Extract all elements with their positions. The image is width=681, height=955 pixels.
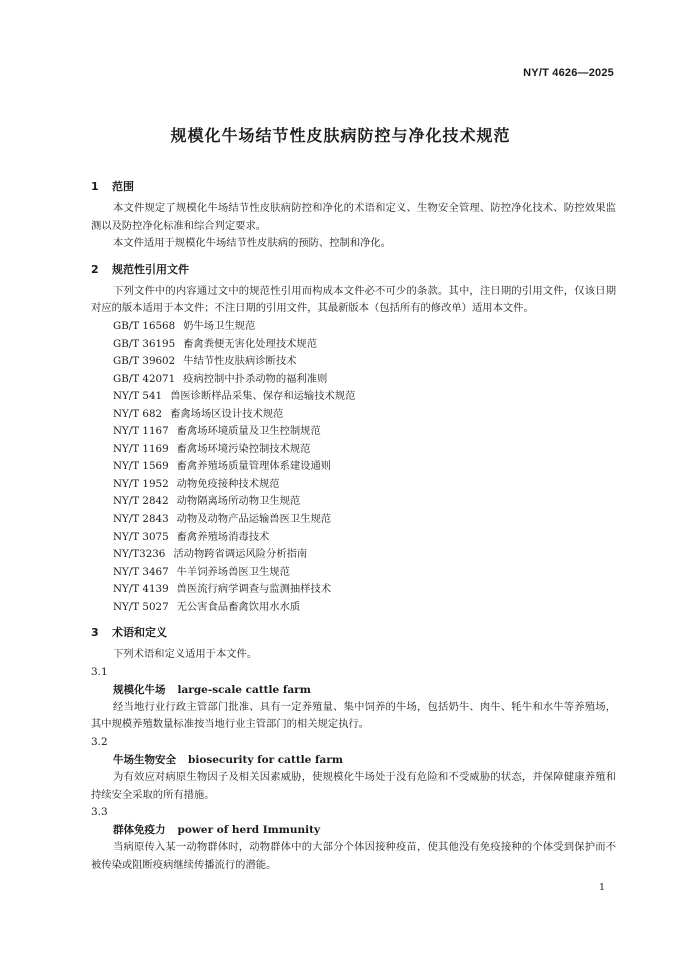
reference-item bbox=[91, 423, 616, 441]
reference-title: 畜禽场场区设计技术规范 bbox=[170, 407, 284, 420]
reference-list bbox=[91, 318, 616, 616]
reference-item bbox=[91, 564, 616, 582]
reference-item bbox=[91, 318, 616, 336]
scope-paragraph-2: 本文件适用于规模化牛场结节性皮肤病的预防、控制和净化。 bbox=[113, 237, 392, 250]
reference-code: NY/T 3467 bbox=[113, 565, 169, 578]
reference-item bbox=[91, 441, 616, 459]
section-3-heading bbox=[91, 624, 616, 642]
term-definition: 当病原传入某一动物群体时，动物群体中的大部分个体因接种疫苗，使其他没有免疫接种的个体受到保护而不被传染或阻断疫病继续传播流行的潜能。 bbox=[91, 841, 616, 871]
section-1-heading bbox=[91, 178, 616, 196]
reference-title: 牛羊饲养场兽医卫生规范 bbox=[176, 565, 290, 578]
reference-title: 兽医诊断样品采集、保存和运输技术规范 bbox=[170, 390, 356, 403]
reference-title: 活动物跨省调运风险分析指南 bbox=[173, 548, 308, 561]
reference-code: NY/T 2842 bbox=[113, 495, 169, 508]
reference-title: 畜禽粪便无害化处理技术规范 bbox=[183, 337, 318, 350]
term-heading bbox=[91, 821, 616, 839]
reference-item bbox=[91, 493, 616, 511]
term-english: biosecurity for cattle farm bbox=[188, 754, 343, 767]
section-1-title: 范围 bbox=[112, 180, 134, 193]
reference-code: NY/T 1569 bbox=[113, 460, 169, 473]
section-2-heading bbox=[91, 261, 616, 279]
term-chinese: 群体免疫力 bbox=[113, 824, 166, 837]
term-number: 3.3 bbox=[91, 806, 108, 819]
reference-title: 畜禽场环境污染控制技术规范 bbox=[176, 442, 311, 455]
reference-code: GB/T 42071 bbox=[113, 372, 176, 385]
reference-code: NY/T 541 bbox=[113, 390, 163, 403]
term-definition: 为有效应对病原生物因子及相关因素威胁，使规模化牛场处于没有危险和不受威胁的状态，并保障健康养殖和持续安全采取的所有措施。 bbox=[91, 771, 616, 801]
reference-title: 畜禽养殖场消毒技术 bbox=[176, 530, 270, 543]
reference-title: 疫病控制中扑杀动物的福利准则 bbox=[183, 372, 328, 385]
reference-item bbox=[91, 581, 616, 599]
term-number: 3.2 bbox=[91, 736, 108, 749]
reference-item bbox=[91, 353, 616, 371]
reference-item bbox=[91, 476, 616, 494]
reference-title: 兽医流行病学调查与监测抽样技术 bbox=[176, 583, 332, 596]
reference-code: NY/T 1169 bbox=[113, 442, 169, 455]
reference-title: 无公害食品畜禽饮用水水质 bbox=[176, 600, 301, 613]
reference-title: 牛结节性皮肤病诊断技术 bbox=[183, 355, 297, 368]
reference-code: NY/T 4139 bbox=[113, 583, 169, 596]
reference-title: 奶牛场卫生规范 bbox=[183, 319, 256, 332]
term-chinese: 规模化牛场 bbox=[113, 683, 166, 696]
reference-code: NY/T 1167 bbox=[113, 425, 169, 438]
reference-item bbox=[91, 388, 616, 406]
scope-paragraph-1: 本文件规定了规模化牛场结节性皮肤病防控和净化的术语和定义、生物安全管理、防控净化技术、防控效果监测以及防控净化标准和综合判定要求。 bbox=[91, 202, 616, 232]
section-3-number: 3 bbox=[91, 626, 99, 640]
reference-item bbox=[91, 371, 616, 389]
reference-code: GB/T 16568 bbox=[113, 319, 176, 332]
reference-item bbox=[91, 599, 616, 617]
reference-item bbox=[91, 336, 616, 354]
reference-item bbox=[91, 406, 616, 424]
term-heading bbox=[91, 751, 616, 769]
reference-item bbox=[91, 546, 616, 564]
reference-title: 畜禽场环境质量及卫生控制规范 bbox=[176, 425, 321, 438]
reference-code: GB/T 39602 bbox=[113, 355, 176, 368]
reference-title: 动物免疫接种技术规范 bbox=[176, 477, 280, 490]
reference-code: NY/T 3075 bbox=[113, 530, 169, 543]
section-2-number: 2 bbox=[91, 262, 99, 276]
document-body bbox=[91, 178, 616, 874]
reference-code: NY/T3236 bbox=[113, 548, 166, 561]
section-1-number: 1 bbox=[91, 180, 99, 193]
term-english: power of herd Immunity bbox=[177, 824, 321, 837]
reference-code: GB/T 36195 bbox=[113, 337, 176, 350]
reference-title: 动物隔离场所动物卫生规范 bbox=[176, 495, 301, 508]
reference-item bbox=[91, 458, 616, 476]
reference-title: 畜禽养殖场质量管理体系建设通则 bbox=[176, 460, 332, 473]
reference-item bbox=[91, 529, 616, 547]
references-intro: 下列文件中的内容通过文中的规范性引用而构成本文件必不可少的条款。其中，注日期的引用文件，仅该日期对应的版本适用于本文件；不注日期的引用文件，其最新版本（包括所有的修改单）适用本文件。 bbox=[91, 284, 616, 315]
term-number: 3.1 bbox=[91, 665, 108, 678]
term-english: large-scale cattle farm bbox=[177, 683, 311, 696]
section-3-title: 术语和定义 bbox=[112, 626, 167, 640]
reference-code: NY/T 2843 bbox=[113, 512, 169, 525]
term-chinese: 牛场生物安全 bbox=[113, 754, 176, 767]
reference-title: 动物及动物产品运输兽医卫生规范 bbox=[176, 512, 332, 525]
term-definition: 经当地行业行政主管部门批准、具有一定养殖量、集中饲养的牛场，包括奶牛、肉牛、牦牛和水牛等养殖场，其中规模养殖数量标准按当地行业主管部门的相关规定执行。 bbox=[91, 700, 616, 731]
reference-code: NY/T 1952 bbox=[113, 477, 169, 490]
standard-code: NY/T 4626—2025 bbox=[523, 67, 614, 79]
page-number: 1 bbox=[598, 882, 605, 893]
terms-intro: 下列术语和定义适用于本文件。 bbox=[113, 648, 258, 661]
reference-item bbox=[91, 511, 616, 529]
reference-code: NY/T 682 bbox=[113, 407, 163, 420]
section-2-title: 规范性引用文件 bbox=[112, 262, 189, 276]
reference-code: NY/T 5027 bbox=[113, 600, 169, 613]
document-title: 规模化牛场结节性皮肤病防控与净化技术规范 bbox=[170, 126, 511, 145]
term-heading bbox=[91, 681, 616, 699]
